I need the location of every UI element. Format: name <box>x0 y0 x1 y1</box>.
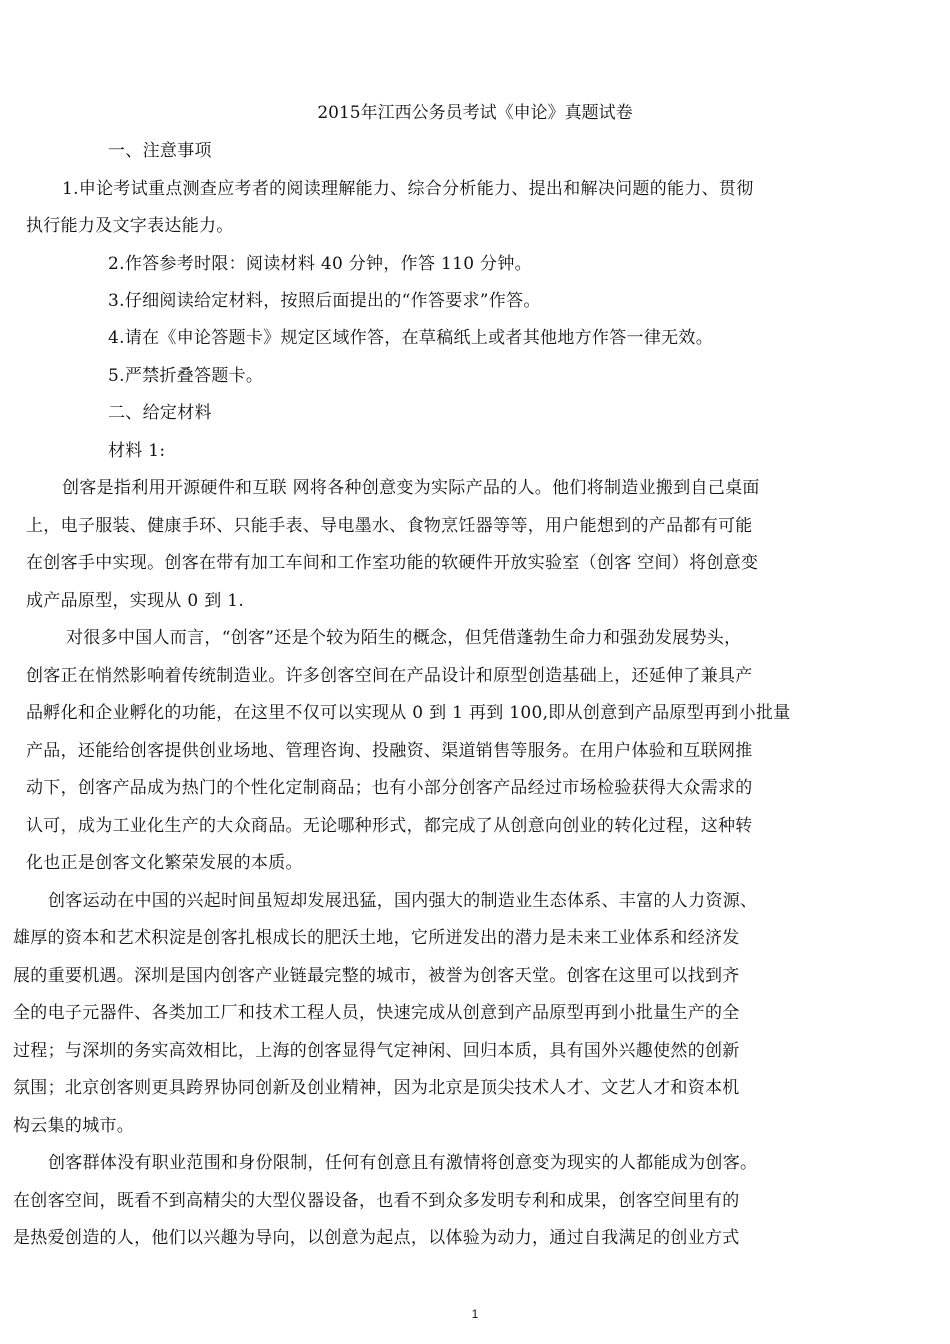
paragraph-line: 品孵化和企业孵化的功能，在这里不仅可以实现从 0 到 1 再到 100,即从创意到产品原型再到小批量 <box>26 703 791 723</box>
material-1-label: 材料 1: <box>108 441 166 461</box>
paragraph-line: 创客是指利用开源硬件和互联 网将各种创意变为实际产品的人。他们将制造业搬到自己桌面 <box>62 478 760 498</box>
paragraph-line: 上，电子服装、健康手环、只能手表、导电墨水、食物烹饪器等等，用户能想到的产品都有可能 <box>26 516 753 536</box>
note-item-5: 5.严禁折叠答题卡。 <box>108 366 264 386</box>
paragraph-line: 创客运动在中国的兴起时间虽短却发展迅猛，国内强大的制造业生态体系、丰富的人力资源、 <box>48 891 758 911</box>
paragraph-line: 产品，还能给创客提供创业场地、管理咨询、投融资、渠道销售等服务。在用户体验和互联网推 <box>26 741 753 761</box>
paragraph-line: 创客正在悄然影响着传统制造业。许多创客空间在产品设计和原型创造基础上，还延伸了兼具产 <box>26 666 753 686</box>
paragraph-line: 认可，成为工业化生产的大众商品。无论哪种形式，都完成了从创意向创业的转化过程，这种转 <box>26 816 753 836</box>
note-item-2: 2.作答参考时限：阅读材料 40 分钟，作答 110 分钟。 <box>108 254 532 274</box>
paragraph-line: 雄厚的资本和艺术积淀是创客扎根成长的肥沃土地，它所迸发出的潜力是未来工业体系和经济发 <box>13 928 740 948</box>
paragraph-line: 氛围；北京创客则更具跨界协同创新及创业精神，因为北京是顶尖技术人才、文艺人才和资本机 <box>13 1078 740 1098</box>
document-title: 2015年江西公务员考试《申论》真题试卷 <box>317 103 633 123</box>
note-item-1: 1.申论考试重点测查应考者的阅读理解能力、综合分析能力、提出和解决问题的能力、贯彻 <box>62 179 754 199</box>
paragraph-line: 全的电子元器件、各类加工厂和技术工程人员，快速完成从创意到产品原型再到小批量生产的全 <box>13 1003 740 1023</box>
paragraph-line: 动下，创客产品成为热门的个性化定制商品；也有小部分创客产品经过市场检验获得大众需求的 <box>26 778 753 798</box>
section-heading-materials: 二、给定材料 <box>108 403 212 423</box>
note-item-3: 3.仔细阅读给定材料，按照后面提出的“作答要求”作答。 <box>108 291 541 311</box>
paragraph-line: 对很多中国人而言，“创客”还是个较为陌生的概念，但凭借蓬勃生命力和强劲发展势头， <box>66 628 742 648</box>
paragraph-line: 在创客手中实现。创客在带有加工车间和工作室功能的软硬件开放实验室（创客 空间）将创意变 <box>26 553 759 573</box>
paragraph-line: 化也正是创客文化繁荣发展的本质。 <box>26 853 303 873</box>
paragraph-line: 是热爱创造的人，他们以兴趣为导向，以创意为起点，以体验为动力，通过自我满足的创业方式 <box>13 1228 740 1248</box>
paragraph-line: 成产品原型，实现从 0 到 1. <box>26 591 245 611</box>
paragraph-line: 在创客空间，既看不到高精尖的大型仪器设备，也看不到众多发明专利和成果，创客空间里有的 <box>13 1191 740 1211</box>
section-heading-notes: 一、注意事项 <box>108 141 212 161</box>
note-item-1-cont: 执行能力及文字表达能力。 <box>26 216 234 236</box>
note-item-4: 4.请在《申论答题卡》规定区域作答，在草稿纸上或者其他地方作答一律无效。 <box>108 328 714 348</box>
page-number: 1 <box>471 1307 479 1321</box>
paragraph-line: 构云集的城市。 <box>13 1116 135 1136</box>
paragraph-line: 过程；与深圳的务实高效相比，上海的创客显得气定神闲、回归本质，具有国外兴趣使然的创新 <box>13 1041 740 1061</box>
paragraph-line: 创客群体没有职业范围和身份限制，任何有创意且有激情将创意变为现实的人都能成为创客。 <box>48 1153 758 1173</box>
paragraph-line: 展的重要机遇。深圳是国内创客产业链最完整的城市，被誉为创客天堂。创客在这里可以找到齐 <box>13 966 740 986</box>
